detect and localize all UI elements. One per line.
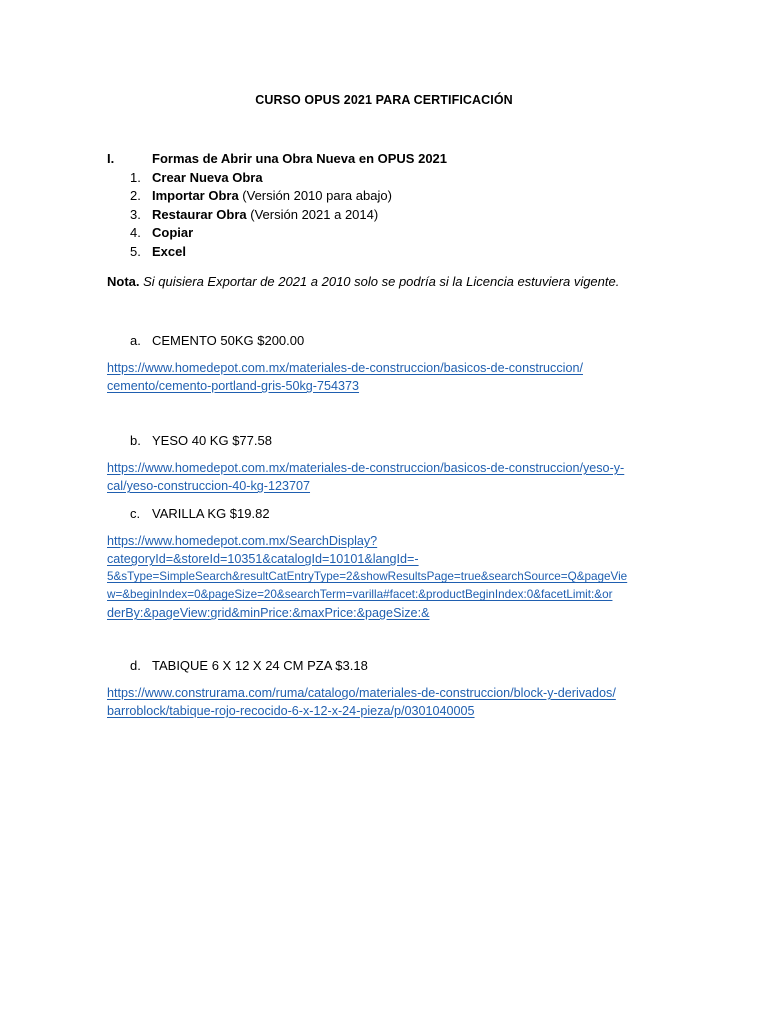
page-title: CURSO OPUS 2021 PARA CERTIFICACIÓN — [255, 93, 513, 107]
product-link-line[interactable]: cemento/cemento-portland-gris-50kg-754373 — [107, 379, 360, 393]
list-item — [152, 225, 193, 240]
list-item-number: 4. — [130, 225, 141, 240]
product-link-line[interactable]: https://www.homedepot.com.mx/materiales-de-construccion/basicos-de-construccion/yeso-y- — [107, 461, 625, 475]
list-item-bold: Restaurar Obra — [152, 207, 247, 222]
product-link-line[interactable]: https://www.homedepot.com.mx/SearchDisplay? — [107, 534, 378, 548]
list-item-number: 3. — [130, 207, 141, 222]
list-item-detail: (Versión 2021 a 2014) — [246, 207, 379, 222]
product-link-line[interactable]: categoryId=&storeId=10351&catalogId=10101&langId=- — [107, 552, 419, 566]
list-item-number: 1. — [130, 170, 141, 185]
product-link-line[interactable]: cal/yeso-construccion-40-kg-123707 — [107, 479, 311, 493]
product-label: TABIQUE 6 X 12 X 24 CM PZA $3.18 — [152, 658, 368, 673]
product-link-line[interactable]: https://www.homedepot.com.mx/materiales-de-construccion/basicos-de-construccion/ — [107, 361, 583, 375]
product-letter: a. — [130, 333, 141, 348]
list-item-bold: Copiar — [152, 225, 194, 240]
product-letter: d. — [130, 658, 141, 673]
note — [107, 274, 619, 289]
product-label: CEMENTO 50KG $200.00 — [152, 333, 305, 348]
section-number: I. — [107, 151, 115, 166]
list-item-detail: (Versión 2010 para abajo) — [238, 188, 392, 203]
list-item — [152, 188, 392, 203]
list-item-number: 5. — [130, 244, 141, 259]
product-link-line[interactable]: derBy:&pageView:grid&minPrice:&maxPrice:&pageSize:& — [107, 606, 430, 620]
section-heading: Formas de Abrir una Obra Nueva en OPUS 2021 — [152, 151, 448, 166]
product-link-line[interactable]: barroblock/tabique-rojo-recocido-6-x-12-x-24-pieza/p/0301040005 — [107, 704, 475, 718]
product-link-line[interactable]: w=&beginIndex=0&pageSize=20&searchTerm=varilla#facet:&productBeginIndex:0&facetLimit:&or — [107, 588, 613, 601]
list-item-bold: Crear Nueva Obra — [152, 170, 263, 185]
product-link-line[interactable]: 5&sType=SimpleSearch&resultCatEntryType=2&showResultsPage=true&searchSource=Q&pageVie — [107, 570, 628, 583]
list-item — [152, 207, 378, 222]
product-link-line[interactable]: https://www.construrama.com/ruma/catalogo/materiales-de-construccion/block-y-derivados/ — [107, 686, 616, 700]
note-text: Si quisiera Exportar de 2021 a 2010 solo se podría si la Licencia estuviera vigente. — [139, 274, 620, 289]
list-item-bold: Importar Obra — [152, 188, 239, 203]
list-item — [152, 170, 263, 185]
list-item-number: 2. — [130, 188, 141, 203]
note-label: Nota. — [107, 274, 140, 289]
product-label: VARILLA KG $19.82 — [152, 506, 270, 521]
list-item — [152, 244, 186, 259]
list-item-bold: Excel — [152, 244, 186, 259]
product-label: YESO 40 KG $77.58 — [152, 433, 272, 448]
product-letter: c. — [130, 506, 141, 521]
product-letter: b. — [130, 433, 141, 448]
